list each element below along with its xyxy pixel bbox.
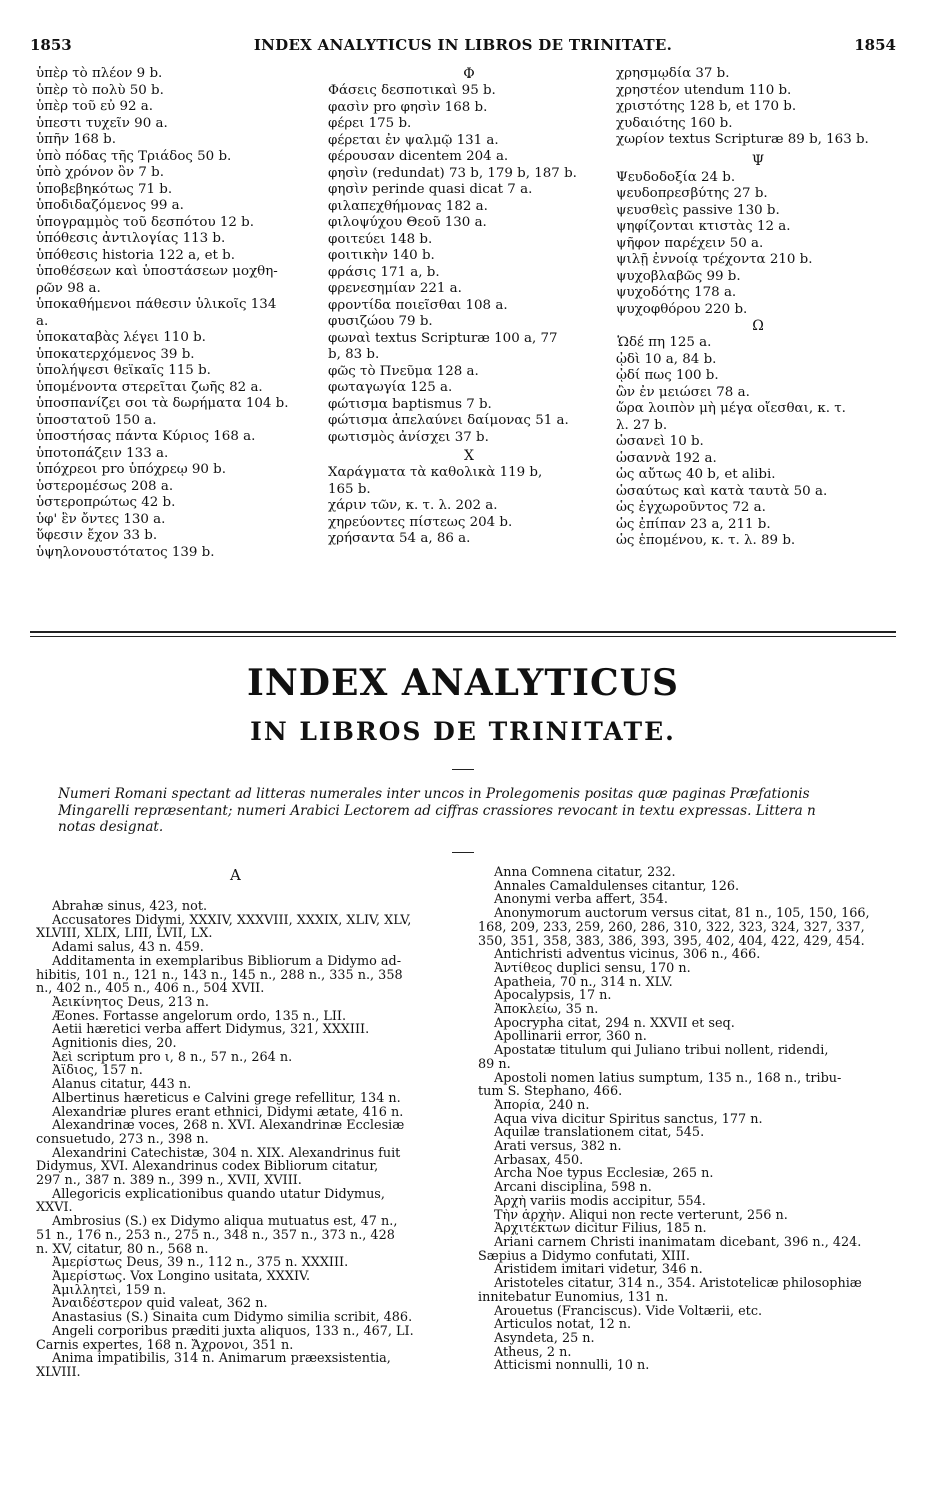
index-entry: ψευδοπρεσβύτης 27 b. xyxy=(616,186,768,201)
index-entry: Ἀντίθεος duplici sensu, 170 n. xyxy=(494,961,691,976)
index-entry: ὑπὸ χρόνον ὂν 7 b. xyxy=(36,165,164,180)
index-entry: ὑπόθεσις ἀντιλογίας 113 b. xyxy=(36,231,226,246)
index-entry: ὡς αὔτως 40 b, et alibi. xyxy=(616,467,776,482)
index-entry: ψῆφον παρέχειν 50 a. xyxy=(616,235,764,251)
index-entry: Ἀναιδέστερον quid valeat, 362 n. xyxy=(52,1297,268,1312)
greek-entries-omega xyxy=(616,335,900,550)
index-entry: Apocrypha citat, 294 n. XXVII et seq. xyxy=(494,1016,735,1031)
index-entry: ὡσαννὰ 192 a. xyxy=(616,450,717,466)
index-entry: Apostatæ titulum qui Juliano tribui nollent, ridendi, xyxy=(494,1044,829,1058)
index-entry: ὑποθέσεων καὶ ὑποστάσεων μοχθη- xyxy=(36,264,278,279)
index-entry: χάριν τῶν, κ. τ. λ. 202 a. xyxy=(328,498,498,513)
index-entry: φοιτικὴν 140 b. xyxy=(328,248,435,263)
index-entry: φώτισμα baptismus 7 b. xyxy=(328,396,492,412)
index-entry: ὑπεστι τυχεῖν 90 a. xyxy=(36,115,168,131)
index-entry: ὑποστατοῦ 150 a. xyxy=(36,412,157,428)
index-entry-continuation: 168, 209, 233, 259, 260, 286, 310, 322, 323, 324, 327, 337, xyxy=(478,920,865,935)
index-entry-continuation: n. XV, citatur, 80 n., 568 n. xyxy=(36,1242,209,1257)
index-entry: ψυχοβλαβῶς 99 b. xyxy=(616,268,741,284)
index-entry: χριστότης 128 b, et 170 b. xyxy=(616,99,797,114)
index-entry: Apostoli nomen latius sumptum, 135 n., 168 n., tribu- xyxy=(494,1071,842,1086)
index-entry: ὡς ἐγχωροῦντος 72 a. xyxy=(616,500,766,515)
index-entry: Alexandrini Catechistæ, 304 n. XIX. Alexandrinus fuit xyxy=(52,1146,401,1161)
index-entry-continuation: 350, 351, 358, 383, 386, 393, 395, 402, 404, 422, 429, 454. xyxy=(478,934,865,949)
index-entry: φράσις 171 a, b. xyxy=(328,264,440,280)
index-entry: Φάσεις δεσποτικαὶ 95 b. xyxy=(328,83,496,98)
index-entry: φωταγωγία 125 a. xyxy=(328,380,453,395)
index-entry: Anna Comnena citatur, 232. xyxy=(494,866,676,880)
index-entry: Arbasax, 450. xyxy=(494,1153,584,1168)
index-entry: ὑπογραμμὸς τοῦ δεσπότου 12 b. xyxy=(36,214,255,230)
index-entry-continuation: hibitis, 101 n., 121 n., 143 n., 145 n., 288 n., 335 n., 358 xyxy=(36,968,403,983)
index-entry: Ἀεὶ scriptum pro ι, 8 n., 57 n., 264 n. xyxy=(52,1050,293,1065)
index-entry: ὡς ἑπομένου, κ. τ. λ. 89 b. xyxy=(616,533,796,548)
index-entry: Albertinus hæreticus e Calvini grege refellitur, 134 n. xyxy=(52,1091,401,1106)
index-entry: ᾠδὶ 10 a, 84 b. xyxy=(616,351,717,367)
index-entry: φῶς τὸ Πνεῦμα 128 a. xyxy=(328,363,479,379)
greek-entries-chi-cont xyxy=(616,66,900,149)
index-entry: ὑπολήψεσι θεϊκαῖς 115 b. xyxy=(36,363,211,378)
index-entry: ὑποσπανίζει σοι τὰ δωρήματα 104 b. xyxy=(36,396,289,411)
greek-entries-phi xyxy=(328,83,610,446)
index-entry: φησὶν perinde quasi dicat 7 a. xyxy=(328,182,533,197)
greek-entries-psi xyxy=(616,170,900,319)
page-number-left: 1853 xyxy=(30,36,72,54)
index-entry: ᾠδί πως 100 b. xyxy=(616,368,719,383)
index-entry: Τὴν ἀρχὴν. Aliqui non recte verterunt, 256 n. xyxy=(494,1208,788,1223)
index-entry: ὕφεσιν ἔχον 33 b. xyxy=(36,528,158,543)
intro-line: notas designat. xyxy=(58,819,164,835)
greek-entries-chi xyxy=(328,465,610,548)
index-entry: Aetii hæretici verba affert Didymus, 321, XXXIII. xyxy=(52,1023,370,1038)
section-letter-a: A xyxy=(230,866,241,884)
index-entry: ὑποκατερχόμενος 39 b. xyxy=(36,346,195,362)
index-entry: Χαράγματα τὰ καθολικὰ 119 b, xyxy=(328,465,543,480)
index-entry: Ἀποκλείω, 35 n. xyxy=(494,1003,599,1017)
index-entry: φώτισμα ἀπελαύνει δαίμονας 51 a. xyxy=(328,413,569,428)
index-entry: ψιλῇ ἐννοίᾳ τρέχοντα 210 b. xyxy=(616,252,813,267)
index-entry: Ἀμερίστως. Vox Longino usitata, XXXIV. xyxy=(52,1269,311,1284)
index-entry: φιλαπεχθήμονας 182 a. xyxy=(328,198,488,214)
section-letter-psi: Ψ xyxy=(751,152,765,169)
index-entry: χωρίον textus Scripturæ 89 b, 163 b. xyxy=(616,132,869,147)
index-entry: ὑπὲρ τὸ πλέον 9 b. xyxy=(36,66,163,81)
running-header xyxy=(30,36,896,56)
index-entry: ὑπόθεσις historia 122 a, et b. xyxy=(36,247,235,263)
index-entry: ρῶν 98 a. xyxy=(36,280,101,296)
index-entry: Archa Noe typus Ecclesiæ, 265 n. xyxy=(494,1167,714,1182)
index-entry-continuation: XXVI. xyxy=(36,1201,73,1216)
index-entry: ὥρα λοιπὸν μὴ μέγα οἴεσθαι, κ. τ. xyxy=(616,401,846,416)
index-entry: ὑπὲρ τὸ πολὺ 50 b. xyxy=(36,82,164,98)
index-entry: Aristoteles citatur, 314 n., 354. Aristotelicæ philosophiæ xyxy=(494,1277,862,1291)
index-entry: Anastasius (S.) Sinaita cum Didymo similia scribit, 486. xyxy=(52,1311,413,1325)
index-entry: φρενεσημίαν 221 a. xyxy=(328,281,462,296)
greek-index-column-2 xyxy=(328,66,610,548)
index-entry: Annales Camaldulenses citantur, 126. xyxy=(494,879,740,894)
index-entry: Ἀμιλλητεὶ, 159 n. xyxy=(52,1283,167,1298)
index-entry: Anima impatibilis, 314 n. Animarum præexsistentia, xyxy=(52,1352,391,1366)
main-title: INDEX ANALYTICUS xyxy=(246,662,680,704)
index-entry: ὑπὸ πόδας τῆς Τριάδος 50 b. xyxy=(36,148,232,164)
index-entry: Ἀΐδιος, 157 n. xyxy=(52,1064,143,1079)
index-entry: Asyndeta, 25 n. xyxy=(494,1331,595,1346)
index-entry: χηρεύοντες πίστεως 204 b. xyxy=(328,514,513,530)
index-entry-continuation: 51 n., 176 n., 253 n., 275 n., 348 n., 357 n., 373 n., 428 xyxy=(36,1228,395,1243)
index-entry: ὑπῆν 168 b. xyxy=(36,132,117,147)
page-number-right: 1854 xyxy=(854,36,896,54)
index-entry: Ἀρχιτέκτων dicitur Filius, 185 n. xyxy=(494,1222,707,1236)
index-entry: ὑποκαθήμενοι πάθεσιν ὑλικοῖς 134 xyxy=(36,297,277,312)
index-entry: Accusatores Didymi, XXXIV, XXXVIII, XXXIX, XLIV, XLV, xyxy=(52,913,412,928)
index-entry: φοιτεύει 148 b. xyxy=(328,231,433,247)
section-rule-thin xyxy=(30,636,896,637)
title-dash xyxy=(452,769,474,770)
index-entry: Ἀπορία, 240 n. xyxy=(494,1098,590,1113)
index-entry: φροντίδα ποιεῖσθαι 108 a. xyxy=(328,297,508,313)
index-entry: ὡς ἐπίπαν 23 a, 211 b. xyxy=(616,516,771,532)
greek-index-column-1 xyxy=(36,66,318,561)
index-entry: χρησμῳδία 37 b. xyxy=(616,66,730,81)
index-entry: ὑπομένοντα στερεῖται ζωῆς 82 a. xyxy=(36,379,263,395)
greek-index-column-3 xyxy=(616,66,900,550)
index-entry: Ariani carnem Christi inanimatam dicebant, 396 n., 424. xyxy=(494,1235,862,1250)
index-entry: φέρει 175 b. xyxy=(328,116,412,131)
index-entry: λ. 27 b. xyxy=(616,417,668,433)
index-entry: ὑπὲρ τοῦ εὖ 92 a. xyxy=(36,99,153,114)
index-entry: φασὶν pro φησὶν 168 b. xyxy=(328,99,488,115)
index-entry: Apatheia, 70 n., 314 n. XLV. xyxy=(494,975,673,990)
latin-index-column-1 xyxy=(36,900,458,1380)
index-entry: Ἀμερίστως Deus, 39 n., 112 n., 375 n. XXXIII. xyxy=(52,1256,349,1270)
index-entry: φωτισμὸς ἀνίσχει 37 b. xyxy=(328,429,489,445)
index-entry: Ὧδέ πη 125 a. xyxy=(616,335,712,350)
index-entry: ψυχοφθόρου 220 b. xyxy=(616,301,748,317)
index-entry: Arati versus, 382 n. xyxy=(494,1140,622,1154)
index-entry: Articulos notat, 12 n. xyxy=(494,1318,632,1332)
index-entry: Anonymorum auctorum versus citat, 81 n., 105, 150, 166, xyxy=(494,907,870,921)
index-entry-continuation: innitebatur Eunomius, 131 n. xyxy=(478,1290,669,1305)
index-entry-continuation: XLVIII, XLIX, LIII, LVII, LX. xyxy=(36,927,213,942)
index-entry: Anonymi verba affert, 354. xyxy=(494,893,668,908)
index-entry-continuation: consuetudo, 273 n., 398 n. xyxy=(36,1132,209,1147)
index-entry: Aqua viva dicitur Spiritus sanctus, 177 n. xyxy=(494,1112,763,1127)
greek-entries-upsilon xyxy=(36,66,318,561)
index-entry-continuation: Carnis expertes, 168 n. Ἄχρονοι, 351 n. xyxy=(36,1338,294,1353)
index-entry: Æones. Fortasse angelorum ordo, 135 n., LII. xyxy=(52,1009,347,1024)
index-entry: φέρεται ἐν ψαλμῷ 131 a. xyxy=(328,132,499,148)
index-entry: φησὶν (redundat) 73 b, 179 b, 187 b. xyxy=(328,165,577,181)
index-entry-continuation: Didymus, XVI. Alexandrinus codex Bibliorum citatur, xyxy=(36,1160,379,1175)
running-title: INDEX ANALYTICUS IN LIBROS DE TRINITATE. xyxy=(253,36,673,54)
index-entry: Abrahæ sinus, 423, not. xyxy=(52,900,208,914)
index-entry: ὑποστήσας πάντα Κύριος 168 a. xyxy=(36,429,256,444)
index-entry: ὑστερομέσως 208 a. xyxy=(36,478,174,494)
index-entry-continuation: XLVIII. xyxy=(36,1365,81,1380)
index-entry: ψυχοδότης 178 a. xyxy=(616,285,737,300)
intro-dash xyxy=(452,852,474,853)
index-entry: Alexandrinæ voces, 268 n. XVI. Alexandrinæ Ecclesiæ xyxy=(52,1119,405,1133)
index-entry: Apocalypsis, 17 n. xyxy=(494,989,612,1004)
index-entry: φέρουσαν dicentem 204 a. xyxy=(328,149,509,164)
intro-line: Numeri Romani spectant ad litteras numerales inter uncos in Prolegomenis positas quæ paginas Præfationis xyxy=(58,786,810,802)
index-entry: Ἀρχὴ variis modis accipitur, 554. xyxy=(494,1194,706,1209)
index-entry: χρήσαντα 54 a, 86 a. xyxy=(328,531,471,546)
index-entry: φωναὶ textus Scripturæ 100 a, 77 xyxy=(328,330,558,346)
index-entry: Allegoricis explicationibus quando utatur Didymus, xyxy=(52,1187,385,1202)
index-entry: ὑπόχρεοι pro ὑπόχρεῳ 90 b. xyxy=(36,462,227,477)
index-entry: ὢν ἐν μειώσει 78 a. xyxy=(616,384,750,400)
index-entry: φιλοψύχου Θεοῦ 130 a. xyxy=(328,215,487,230)
index-entry: Alanus citatur, 443 n. xyxy=(52,1078,192,1092)
index-entry: Ψευδοδοξία 24 b. xyxy=(616,169,736,185)
index-entry-continuation: Sæpius a Didymo confutati, XIII. xyxy=(478,1249,690,1264)
index-entry: Arcani disciplina, 598 n. xyxy=(494,1181,652,1195)
index-entry: χρηστέον utendum 110 b. xyxy=(616,82,792,98)
index-entry: Arouetus (Franciscus). Vide Voltærii, etc. xyxy=(494,1304,763,1319)
index-entry-continuation: 297 n., 387 n. 389 n., 399 n., XVII, XVIII. xyxy=(36,1174,302,1188)
index-entry: Adami salus, 43 n. 459. xyxy=(52,941,204,955)
index-entry: Ἀεικίνητος Deus, 213 n. xyxy=(52,995,209,1010)
intro-line: Mingarelli repræsentant; numeri Arabici Lectorem ad ciffras crassiores revocant in textu expressas. Littera n xyxy=(58,802,816,819)
index-entry: Additamenta in exemplaribus Bibliorum a Didymo ad- xyxy=(52,954,402,969)
index-entry: φυσιζώου 79 b. xyxy=(328,314,433,329)
index-entry: ψευσθεὶς passive 130 b. xyxy=(616,202,780,218)
index-entry: Agnitionis dies, 20. xyxy=(52,1037,177,1051)
index-entry: ὑποδιδαζόμενος 99 a. xyxy=(36,198,184,213)
section-letter-phi: Φ xyxy=(463,66,475,82)
index-entry: b, 83 b. xyxy=(328,347,380,362)
index-entry-continuation: 89 n. xyxy=(478,1057,511,1072)
index-entry-continuation: n., 402 n., 405 n., 406 n., 504 XVII. xyxy=(36,982,265,996)
introductory-note xyxy=(58,786,890,836)
index-entry: Atticismi nonnulli, 10 n. xyxy=(494,1359,650,1374)
section-letter-omega: Ω xyxy=(752,318,764,334)
index-entry: ὑποτοπάζειν 133 a. xyxy=(36,445,169,461)
index-entry: ὑφ' ἓν ὄντες 130 a. xyxy=(36,511,166,527)
index-entry: Antichristi adventus vicinus, 306 n., 466. xyxy=(494,948,761,962)
index-entry-continuation: tum S. Stephano, 466. xyxy=(478,1085,623,1099)
section-letter-chi: Χ xyxy=(464,448,474,464)
index-entry: ὑποβεβηκότως 71 b. xyxy=(36,181,173,197)
index-entry: Aristidem imitari videtur, 346 n. xyxy=(494,1263,703,1278)
index-entry: χυδαιότης 160 b. xyxy=(616,115,733,131)
index-entry: ὡσανεὶ 10 b. xyxy=(616,434,704,449)
index-entry: Angeli corporibus præditi juxta aliquos, 133 n., 467, LI. xyxy=(52,1324,414,1339)
index-entry: Atheus, 2 n. xyxy=(494,1345,572,1360)
index-entry: ὑψηλονουστότατος 139 b. xyxy=(36,544,215,560)
index-entry: Aquilæ translationem citat, 545. xyxy=(494,1126,705,1141)
section-rule-thick xyxy=(30,631,896,633)
index-entry: ὑποκαταβὰς λέγει 110 b. xyxy=(36,330,206,345)
latin-index-column-2 xyxy=(478,866,898,1373)
index-entry: ὑστεροπρώτως 42 b. xyxy=(36,495,176,510)
index-entry: Ambrosius (S.) ex Didymo aliqua mutuatus est, 47 n., xyxy=(52,1215,398,1229)
index-entry: Apollinarii error, 360 n. xyxy=(494,1030,647,1045)
index-entry: ψηφίζονται κτιστὰς 12 a. xyxy=(616,219,791,234)
index-entry: Alexandriæ plures erant ethnici, Didymi ætate, 416 n. xyxy=(52,1105,404,1120)
main-subtitle: IN LIBROS DE TRINITATE. xyxy=(250,717,676,746)
index-entry: a. xyxy=(36,313,49,329)
index-entry: 165 b. xyxy=(328,481,371,497)
index-entry: ὡσαύτως καὶ κατὰ ταυτὰ 50 a. xyxy=(616,483,828,499)
